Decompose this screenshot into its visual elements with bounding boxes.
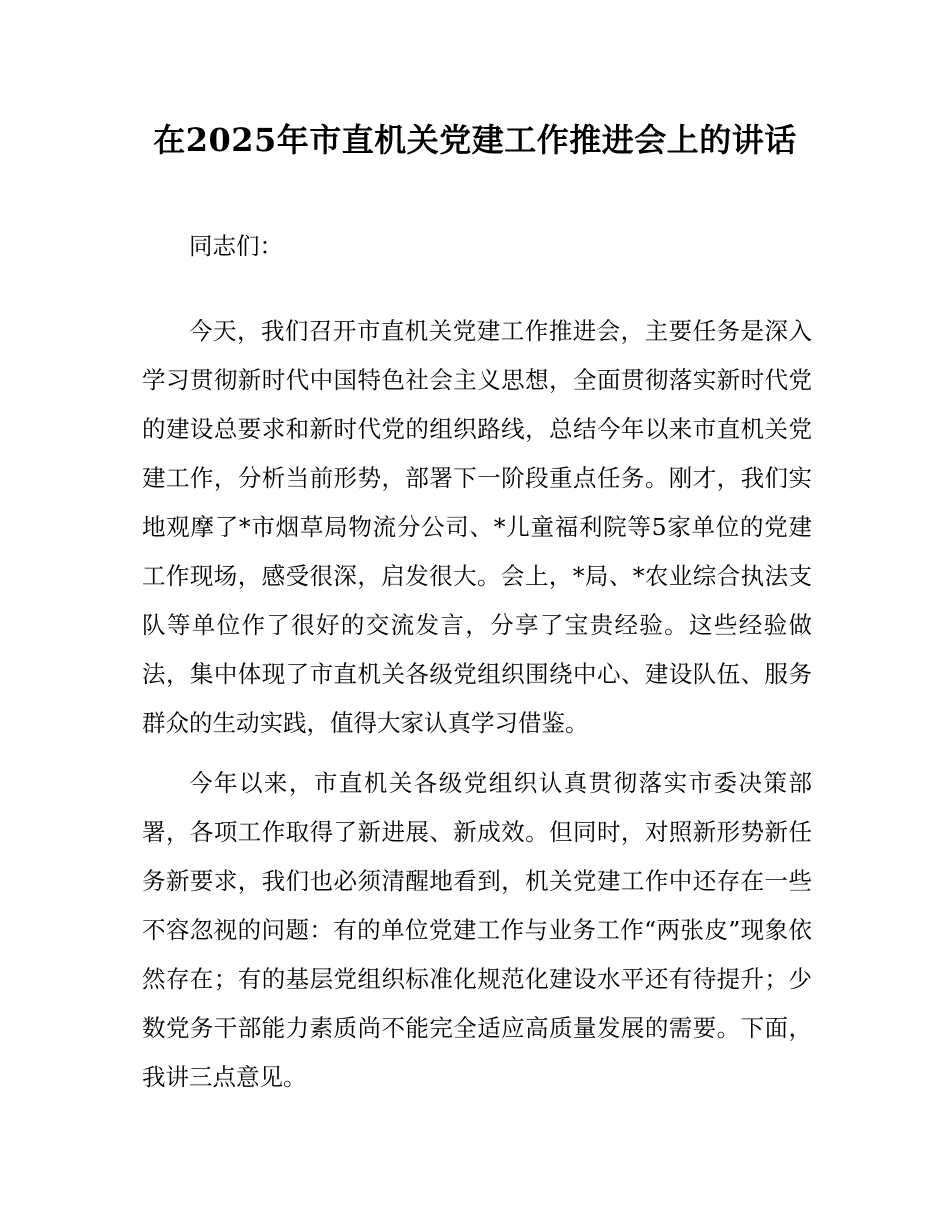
document-title: 在2025年市直机关党建工作推进会上的讲话 bbox=[153, 121, 797, 159]
salutation: 同志们： bbox=[189, 232, 283, 260]
paragraph-2: 今年以来，市直机关各级党组织认真贯彻落实市委决策部署，各项工作取得了新进展、新成效。但同时，对照新形势新任务新要求，我们也必须清醒地看到，机关党建工作中还存在一些不容忽视的问题：有的单位党建工作与业务工作“两张皮”现象依然存在；有的基层党组织标准化规范化建设水平还有待提升；少数党务干部能力素质尚不能完全适应高质量发展的需要。下面，我讲三点意见。 bbox=[142, 769, 812, 1091]
document-body bbox=[142, 222, 812, 1113]
paragraph-1: 今天，我们召开市直机关党建工作推进会，主要任务是深入学习贯彻新时代中国特色社会主义思想，全面贯彻落实新时代党的建设总要求和新时代党的组织路线，总结今年以来市直机关党建工作，分析当前形势，部署下一阶段重点任务。刚才，我们实地观摩了*市烟草局物流分公司、*儿童福利院等5家单位的党建工作现场，感受很深，启发很大。会上，*局、*农业综合执法支队等单位作了很好的交流发言，分享了宝贵经验。这些经验做法，集中体现了市直机关各级党组织围绕中心、建设队伍、服务群众的生动实践，值得大家认真学习借鉴。 bbox=[142, 317, 812, 737]
